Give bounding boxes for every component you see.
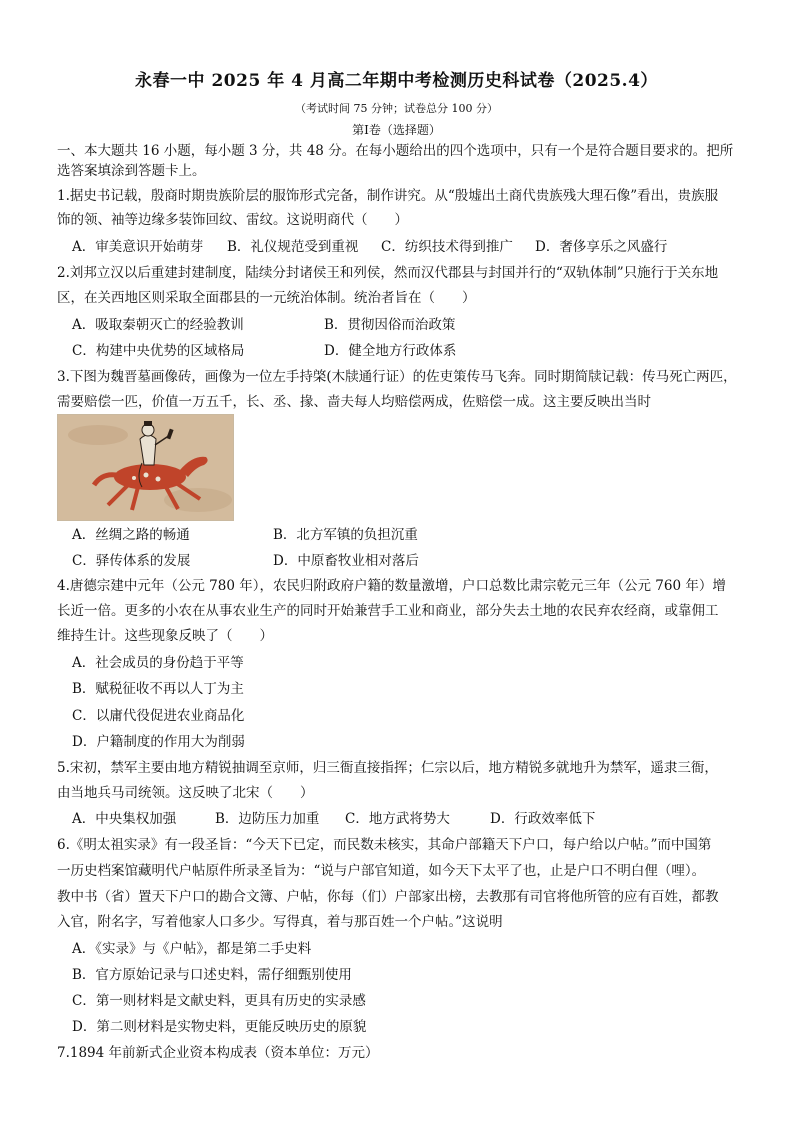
page-title: 永春一中 2025 年 4 月高二年期中考检测历史科试卷（2025.4）: [135, 71, 658, 91]
q1-option-d: D．奢侈享乐之风盛行: [535, 239, 668, 255]
q2-option-b: B．贯彻因俗而治政策: [324, 317, 456, 333]
q3-option-d: D．中原畜牧业相对落后: [273, 553, 419, 569]
q4-option-c: C．以庸代役促进农业商品化: [72, 708, 245, 724]
q2-option-d: D．健全地方行政体系: [324, 343, 457, 359]
question-6-stem: 教中书（省）置天下户口的勘合文簿、户帖，你每（们）户部家出榜，去教那有司官将他所管的应有百姓，都教: [57, 889, 719, 905]
q5-option-b: B．边防压力加重: [215, 811, 320, 827]
q1-option-a: A．审美意识开始萌芽: [72, 239, 204, 255]
question-7-stem: 7.1894 年前新式企业资本构成表（资本单位：万元）: [57, 1045, 379, 1061]
q1-option-b: B．礼仪规范受到重视: [227, 239, 359, 255]
question-1-stem: 饰的领、袖等边缘多装饰回纹、雷纹。这说明商代（ ）: [57, 212, 408, 228]
question-2-stem: 2.刘邦立汉以后重建封建制度，陆续分封诸侯王和列侯，然而汉代郡县与封国并行的“双轨体制”只施行于关东地: [57, 265, 719, 281]
question-3-stem: 3.下图为魏晋墓画像砖，画像为一位左手持棨(木牍通行证）的佐吏策传马飞奔。同时期简牍记载：传马死亡两匹，: [57, 369, 737, 385]
question-6-stem: 6.《明太祖实录》有一段圣旨：“今天下已定，而民数未核实，其命户部籍天下户口，每户给以户帖。”而中国第: [57, 837, 712, 853]
question-1-stem: 1.据史书记载，殷商时期贵族阶层的服饰形式完备，制作讲究。从“殷墟出土商代贵族残大理石像”看出，贵族服: [57, 188, 719, 204]
q6-option-b: B．官方原始记录与口述史料，需仔细甄别使用: [72, 967, 352, 983]
q6-option-a: A．《实录》与《户帖》，都是第二手史料: [72, 941, 312, 957]
question-5-stem: 5.宋初，禁军主要由地方精锐抽调至京师，归三衙直接指挥；仁宗以后，地方精锐多就地升为禁军，遥隶三衙，: [57, 760, 718, 776]
q1-option-c: C．纺织技术得到推广: [381, 239, 513, 255]
question-6-stem: 入官，附名字，写着他家人口多少。写得真，着与那百姓一个户帖。”这说明: [57, 914, 503, 930]
instructions-line: 选答案填涂到答题卡上。: [57, 163, 206, 179]
question-3-stem: 需要赔偿一匹，价值一万五千，长、丞、掾、啬夫每人均赔偿两成，佐赔偿一成。这主要反映出当时: [57, 394, 651, 410]
question-4-stem: 维持生计。这些现象反映了（ ）: [57, 628, 273, 644]
question-4-stem: 4.唐德宗建中元年（公元 780 年），农民归附政府户籍的数量激增，户口总数比肃宗乾元三年（公元 760 年）增: [57, 578, 726, 594]
question-2-stem: 区，在关西地区则采取全面郡县的一元统治体制。统治者旨在（ ）: [57, 290, 476, 306]
question-6-stem: 一历史档案馆藏明代户帖原件所录圣旨为：“说与户部官知道，如今天下太平了也，止是户口不明白俚（哩）。: [57, 863, 706, 879]
q3-option-a: A．丝绸之路的畅通: [72, 527, 190, 543]
question-4-stem: 长近一倍。更多的小农在从事农业生产的同时开始兼营手工业和商业，部分失去土地的农民弃农经商，或靠佣工: [57, 603, 719, 619]
q4-option-d: D．户籍制度的作用大为削弱: [72, 734, 245, 750]
question-5-stem: 由当地兵马司统领。这反映了北宋（ ）: [57, 785, 314, 801]
q4-option-a: A．社会成员的身份趋于平等: [72, 655, 244, 671]
exam-info: （考试时间 75 分钟；试卷总分 100 分）: [295, 102, 498, 115]
section-heading: 第Ⅰ卷（选择题）: [352, 123, 441, 137]
tomb-brick-painting: [57, 414, 234, 521]
q2-option-a: A．吸取秦朝灭亡的经验教训: [72, 317, 244, 333]
q6-option-d: D．第二则材料是实物史料，更能反映历史的原貌: [72, 1019, 367, 1035]
q5-option-c: C．地方武将势大: [345, 811, 450, 827]
q2-option-c: C．构建中央优势的区域格局: [72, 343, 245, 359]
instructions-line: 一、本大题共 16 小题，每小题 3 分，共 48 分。在每小题给出的四个选项中，只有一个是符合题目要求的。把所: [57, 143, 734, 159]
q5-option-a: A．中央集权加强: [72, 811, 177, 827]
q3-option-c: C．驿传体系的发展: [72, 553, 191, 569]
q4-option-b: B．赋税征收不再以人丁为主: [72, 681, 244, 697]
tomb-brick-painting-image: [58, 415, 233, 520]
q5-option-d: D．行政效率低下: [490, 811, 596, 827]
q6-option-c: C．第一则材料是文献史料，更具有历史的实录感: [72, 993, 366, 1009]
q3-option-b: B．北方军镇的负担沉重: [273, 527, 418, 543]
